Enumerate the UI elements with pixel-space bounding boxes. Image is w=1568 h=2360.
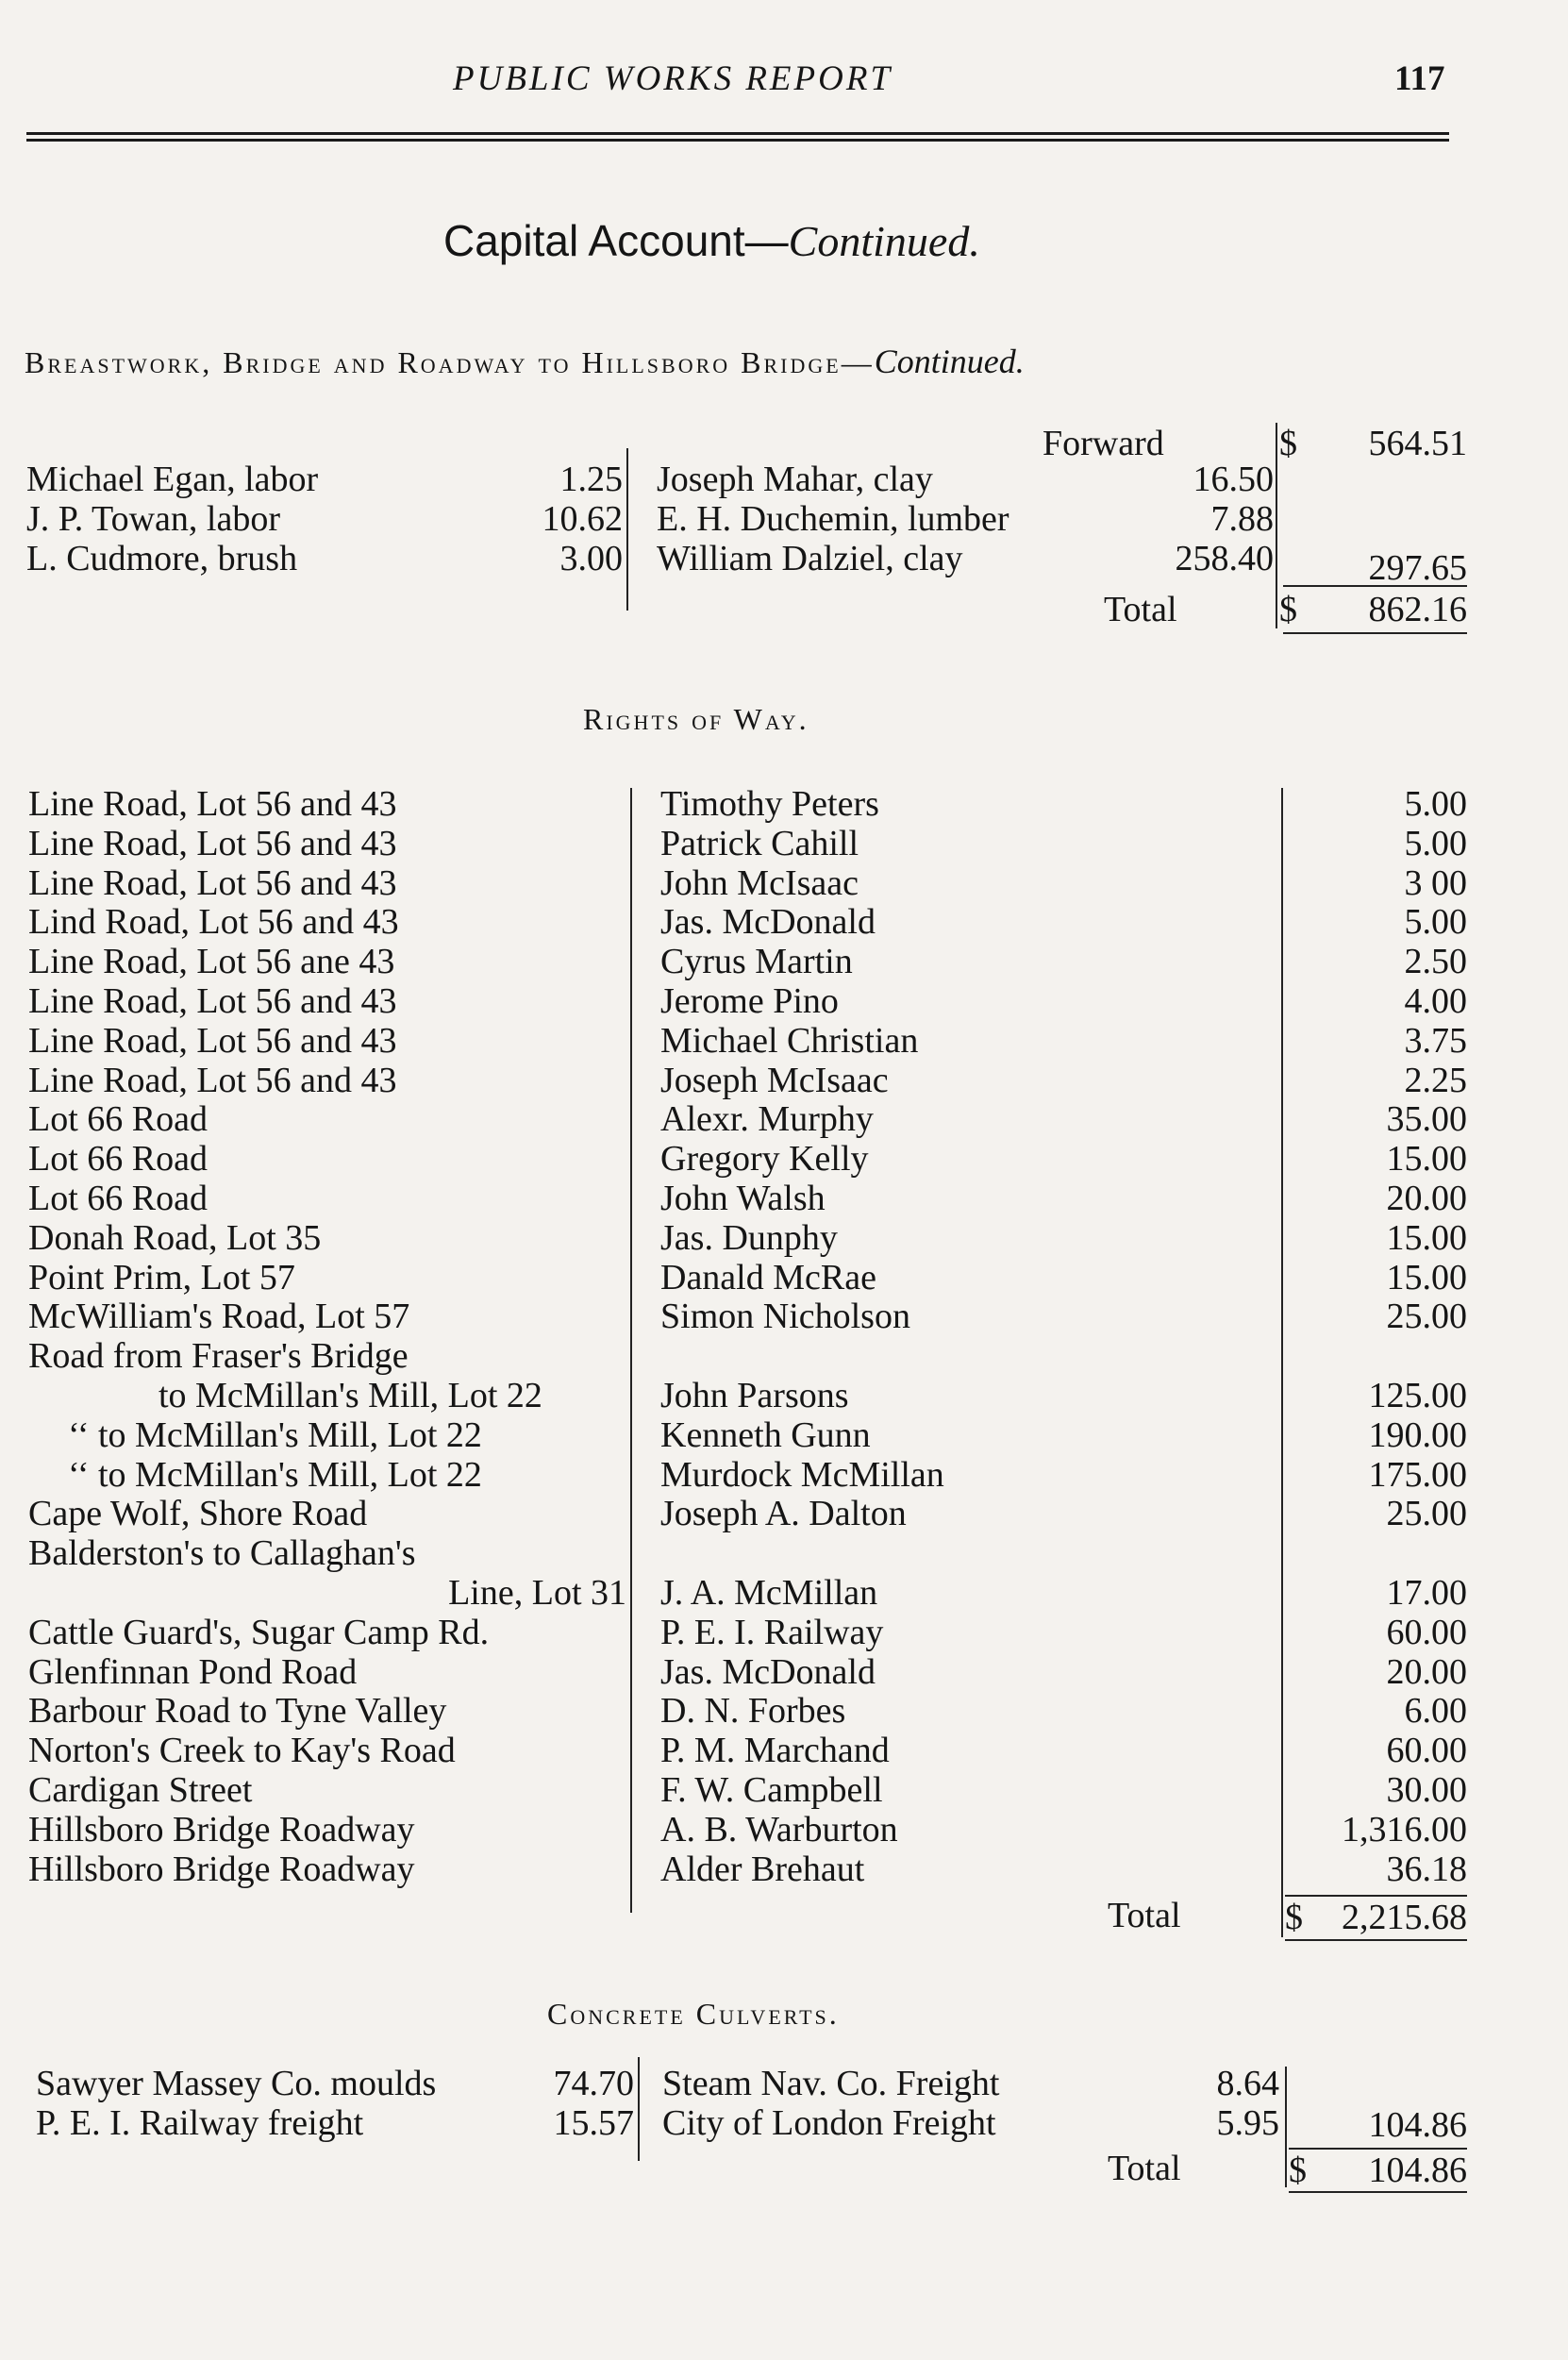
- road-name: to McMillan's Mill, Lot 22: [158, 1376, 542, 1415]
- expense-description: P. E. I. Railway freight: [36, 2103, 364, 2143]
- payee-name: Timothy Peters: [660, 784, 879, 824]
- breastwork-heading-text: Breastwork, Bridge and Roadway to Hillsboro Bridge—: [25, 345, 875, 379]
- expense-description: City of London Freight: [662, 2103, 996, 2143]
- road-name: Hillsboro Bridge Roadway: [28, 1809, 415, 1850]
- expense-description: Sawyer Massey Co. moulds: [36, 2064, 437, 2103]
- payee-name: Gregory Kelly: [660, 1139, 869, 1180]
- road-name: Cape Wolf, Shore Road: [28, 1494, 368, 1534]
- payment-amount: 25.00: [1386, 1297, 1467, 1337]
- payment-amount: 60.00: [1386, 1731, 1467, 1771]
- payment-amount: 5.00: [1404, 823, 1467, 863]
- road-name: Balderston's to Callaghan's: [28, 1533, 416, 1574]
- section-title-continued: Continued.: [788, 217, 980, 265]
- payee-name: Patrick Cahill: [660, 823, 859, 863]
- payee-name: Kenneth Gunn: [660, 1414, 871, 1455]
- road-name: Barbour Road to Tyne Valley: [28, 1691, 447, 1732]
- expense-amount: 16.50: [1193, 460, 1274, 499]
- payee-name: Jerome Pino: [660, 981, 839, 1021]
- road-name: McWilliam's Road, Lot 57: [28, 1297, 410, 1337]
- header-rule-lower: [26, 139, 1449, 142]
- expense-description: E. H. Duchemin, lumber: [657, 499, 1009, 539]
- payee-name: A. B. Warburton: [660, 1809, 898, 1850]
- rights-total-label: Total: [1108, 1896, 1181, 1935]
- road-name: Line Road, Lot 56 and 43: [28, 862, 397, 903]
- column-divider: [1281, 788, 1283, 1937]
- payment-amount: 6.00: [1404, 1691, 1467, 1732]
- expense-amount: 10.62: [542, 499, 623, 539]
- payee-name: D. N. Forbes: [660, 1691, 846, 1732]
- road-name: Line Road, Lot 56 and 43: [28, 1020, 397, 1061]
- column-divider: [1276, 423, 1277, 628]
- payee-name: Joseph A. Dalton: [660, 1494, 907, 1534]
- rights-of-way-heading: Rights of Way.: [583, 702, 809, 736]
- header-rule: [26, 132, 1449, 135]
- road-name: Lot 66 Road: [28, 1179, 208, 1218]
- culverts-subtotal: 104.86: [1368, 2105, 1467, 2145]
- expense-amount: 1.25: [559, 460, 623, 499]
- column-divider: [1285, 2067, 1287, 2187]
- breastwork-total-dollar: $: [1279, 590, 1297, 629]
- expense-description: Michael Egan, labor: [26, 460, 319, 499]
- expense-description: J. P. Towan, labor: [26, 499, 280, 539]
- breastwork-heading-continued: Continued.: [874, 343, 1025, 380]
- expense-amount: 258.40: [1175, 539, 1274, 578]
- expense-description: Steam Nav. Co. Freight: [662, 2064, 1000, 2103]
- payee-name: Jas. McDonald: [660, 902, 876, 943]
- payment-amount: 2.25: [1404, 1060, 1467, 1100]
- payee-name: J. A. McMillan: [660, 1573, 878, 1613]
- payment-amount: 35.00: [1386, 1099, 1467, 1140]
- road-name: Donah Road, Lot 35: [28, 1217, 322, 1258]
- road-name: Line Road, Lot 56 and 43: [28, 1060, 397, 1100]
- payee-name: P. M. Marchand: [660, 1731, 890, 1771]
- culverts-total-label: Total: [1108, 2149, 1181, 2188]
- payee-name: Jas. Dunphy: [660, 1217, 838, 1258]
- concrete-culverts-heading: Concrete Culverts.: [547, 1997, 840, 2031]
- payment-amount: 25.00: [1386, 1494, 1467, 1534]
- payment-amount: 15.00: [1386, 1217, 1467, 1258]
- road-name: Cattle Guard's, Sugar Camp Rd.: [28, 1612, 490, 1652]
- column-divider: [630, 788, 632, 1913]
- forward-amount: 564.51: [1368, 424, 1467, 463]
- expense-amount: 3.00: [559, 539, 623, 578]
- running-header-title: PUBLIC WORKS REPORT: [453, 59, 893, 98]
- road-name: Cardigan Street: [28, 1770, 253, 1810]
- payee-name: Jas. McDonald: [660, 1651, 876, 1692]
- culverts-total-dollar: $: [1289, 2151, 1307, 2190]
- payment-amount: 2.50: [1404, 942, 1467, 982]
- breastwork-heading: [25, 342, 1025, 381]
- payment-amount: 1,316.00: [1342, 1809, 1467, 1850]
- payee-name: Danald McRae: [660, 1257, 876, 1297]
- breastwork-subtotal: 297.65: [1368, 548, 1467, 588]
- payment-amount: 36.18: [1386, 1849, 1467, 1889]
- column-divider: [626, 448, 628, 611]
- payment-amount: 5.00: [1404, 784, 1467, 824]
- column-divider: [638, 2057, 640, 2161]
- payment-amount: 3 00: [1404, 862, 1467, 903]
- payee-name: P. E. I. Railway: [660, 1612, 884, 1652]
- page-number: 117: [1394, 59, 1445, 98]
- expense-description: William Dalziel, clay: [657, 539, 963, 578]
- expense-amount: 15.57: [553, 2103, 634, 2143]
- payment-amount: 175.00: [1368, 1454, 1467, 1495]
- road-name: Glenfinnan Pond Road: [28, 1651, 358, 1692]
- payee-name: F. W. Campbell: [660, 1770, 883, 1810]
- payee-name: John Parsons: [660, 1376, 849, 1415]
- expense-amount: 5.95: [1216, 2103, 1279, 2143]
- payee-name: Alexr. Murphy: [660, 1099, 874, 1140]
- road-name: Line Road, Lot 56 and 43: [28, 784, 397, 824]
- road-name: Line Road, Lot 56 and 43: [28, 823, 397, 863]
- road-name: Norton's Creek to Kay's Road: [28, 1731, 456, 1771]
- expense-description: L. Cudmore, brush: [26, 539, 298, 578]
- payment-amount: 3.75: [1404, 1020, 1467, 1061]
- road-name: ‘‘ to McMillan's Mill, Lot 22: [68, 1454, 482, 1495]
- road-name: ‘‘ to McMillan's Mill, Lot 22: [68, 1414, 482, 1455]
- forward-dollar-sign: $: [1279, 424, 1297, 463]
- payee-name: John Walsh: [660, 1179, 826, 1218]
- payment-amount: 15.00: [1386, 1257, 1467, 1297]
- payment-amount: 60.00: [1386, 1612, 1467, 1652]
- expense-description: Joseph Mahar, clay: [657, 460, 933, 499]
- payment-amount: 20.00: [1386, 1651, 1467, 1692]
- expense-amount: 8.64: [1216, 2064, 1279, 2103]
- payment-amount: 15.00: [1386, 1139, 1467, 1180]
- rights-total-dollar: $: [1285, 1898, 1303, 1937]
- road-name: Hillsboro Bridge Roadway: [28, 1849, 415, 1889]
- total-rule: [1285, 1939, 1467, 1941]
- payment-amount: 30.00: [1386, 1770, 1467, 1810]
- payee-name: Cyrus Martin: [660, 942, 853, 982]
- culverts-total-amount: 104.86: [1368, 2151, 1467, 2190]
- section-title: [443, 215, 980, 266]
- expense-amount: 74.70: [553, 2064, 634, 2103]
- road-name: Line, Lot 31: [448, 1573, 626, 1613]
- road-name: Lind Road, Lot 56 and 43: [28, 902, 399, 943]
- road-name: Road from Fraser's Bridge: [28, 1336, 409, 1377]
- forward-label: Forward: [1043, 424, 1164, 463]
- breastwork-total-label: Total: [1104, 590, 1177, 629]
- payment-amount: 5.00: [1404, 902, 1467, 943]
- payee-name: Joseph McIsaac: [660, 1060, 889, 1100]
- payee-name: John McIsaac: [660, 862, 859, 903]
- payment-amount: 125.00: [1368, 1376, 1467, 1415]
- payee-name: Simon Nicholson: [660, 1297, 910, 1337]
- road-name: Lot 66 Road: [28, 1099, 208, 1140]
- payee-name: Alder Brehaut: [660, 1849, 865, 1889]
- payment-amount: 17.00: [1386, 1573, 1467, 1613]
- road-name: Line Road, Lot 56 and 43: [28, 981, 397, 1021]
- rights-total-amount: 2,215.68: [1342, 1898, 1467, 1937]
- road-name: Lot 66 Road: [28, 1139, 208, 1180]
- total-rule: [1289, 2191, 1467, 2193]
- road-name: Point Prim, Lot 57: [28, 1257, 295, 1297]
- payment-amount: 20.00: [1386, 1179, 1467, 1218]
- breastwork-total-amount: 862.16: [1368, 590, 1467, 629]
- payee-name: Murdock McMillan: [660, 1454, 944, 1495]
- payment-amount: 4.00: [1404, 981, 1467, 1021]
- payee-name: Michael Christian: [660, 1020, 919, 1061]
- road-name: Line Road, Lot 56 ane 43: [28, 942, 395, 982]
- payment-amount: 190.00: [1368, 1414, 1467, 1455]
- total-rule: [1283, 632, 1467, 634]
- section-title-main: Capital Account—: [443, 216, 789, 265]
- expense-amount: 7.88: [1210, 499, 1274, 539]
